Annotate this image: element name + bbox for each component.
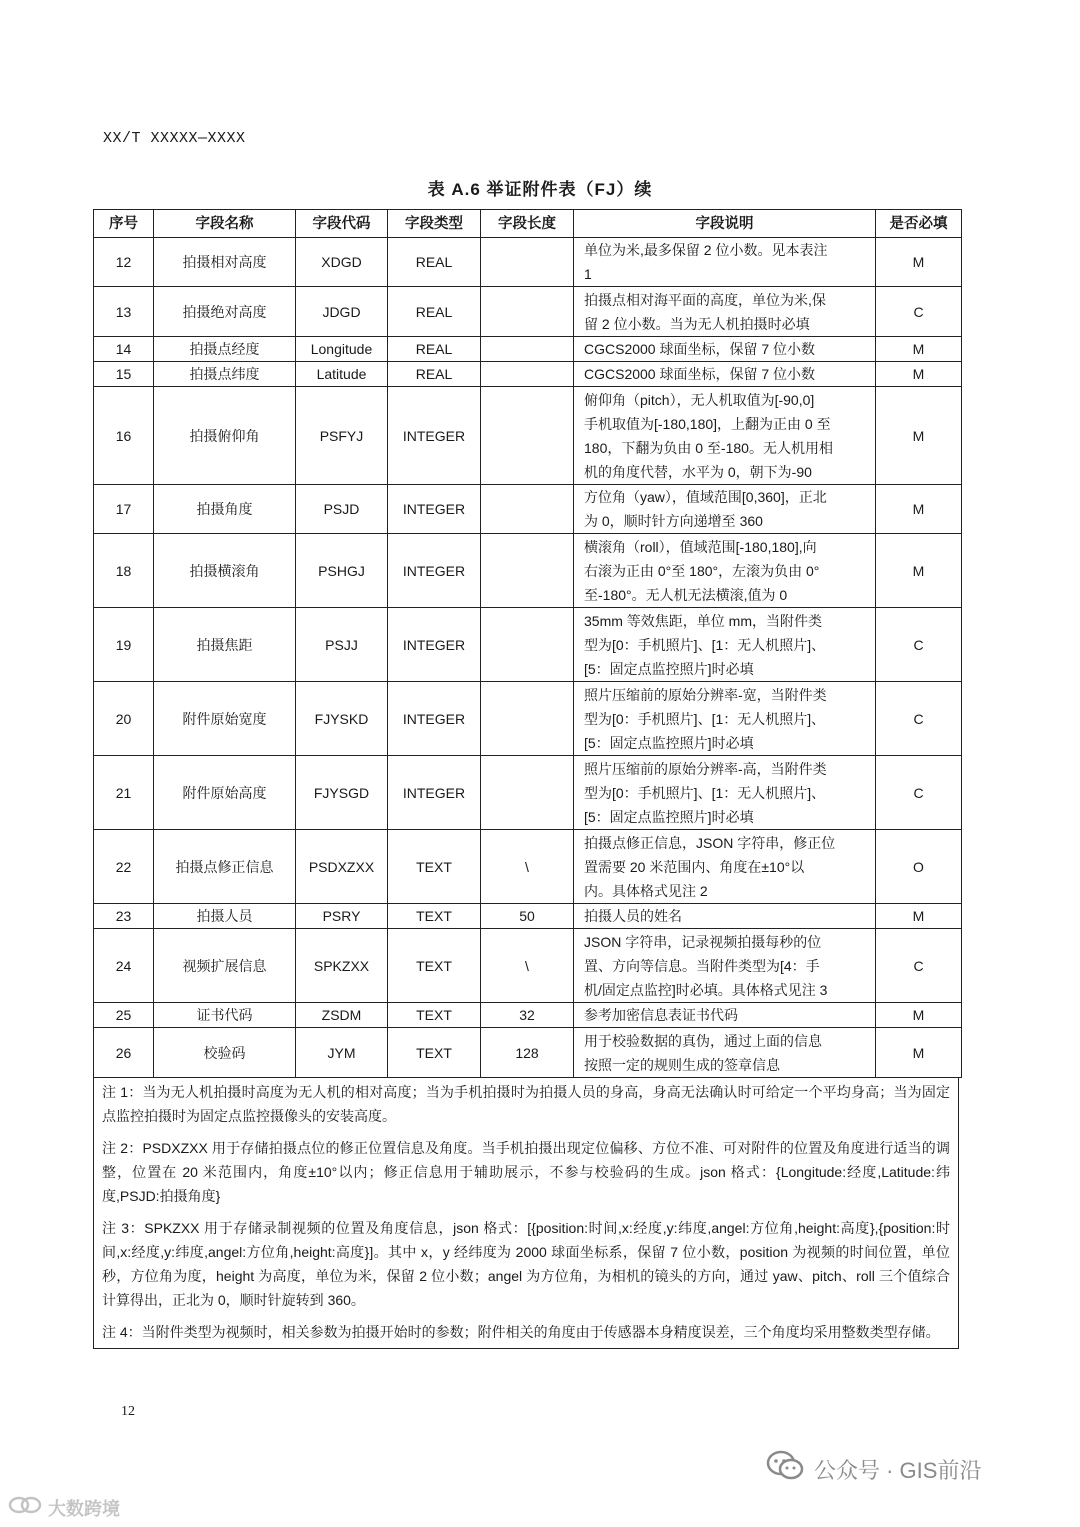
- cell-length: 128: [481, 1028, 574, 1078]
- cell-length: [481, 682, 574, 756]
- cell-type: INTEGER: [388, 387, 481, 485]
- cell-required: C: [876, 929, 962, 1003]
- cell-type: TEXT: [388, 904, 481, 929]
- cell-no: 24: [94, 929, 154, 1003]
- wechat-icon: [766, 1450, 804, 1488]
- header-no: 序号: [94, 210, 154, 238]
- cell-name: 视频扩展信息: [154, 929, 296, 1003]
- cell-desc: CGCS2000 球面坐标，保留 7 位小数: [574, 362, 876, 387]
- cell-type: REAL: [388, 362, 481, 387]
- watermark-text-right: 公众号 · GIS前沿: [814, 1457, 982, 1483]
- cell-no: 18: [94, 534, 154, 608]
- cell-name: 拍摄点经度: [154, 337, 296, 362]
- cell-no: 20: [94, 682, 154, 756]
- table-row: [94, 608, 962, 682]
- table-row: [94, 534, 962, 608]
- cell-name: 拍摄人员: [154, 904, 296, 929]
- table-row: [94, 830, 962, 904]
- cell-desc: 照片压缩前的原始分辨率-高，当附件类 型为[0：手机照片]、[1：无人机照片]、 [5：固定点监控照片]时必填: [574, 756, 876, 830]
- header-required: 是否必填: [876, 210, 962, 238]
- note-1: 注 1：当为无人机拍摄时高度为无人机的相对高度；当为手机拍摄时为拍摄人员的身高，身高无法确认时可给定一个平均身高；当为固定点监控拍摄时为固定点监控摄像头的安装高度。: [102, 1084, 950, 1124]
- field-table: [93, 209, 962, 1078]
- table-notes: [93, 1078, 959, 1349]
- cell-required: M: [876, 534, 962, 608]
- cell-length: [481, 287, 574, 337]
- cell-no: 21: [94, 756, 154, 830]
- cell-required: C: [876, 756, 962, 830]
- cell-length: [481, 485, 574, 534]
- header-desc: 字段说明: [574, 210, 876, 238]
- cell-desc: 拍摄点修正信息，JSON 字符串，修正位 置需要 20 米范围内、角度在±10°以 内。具体格式见注 2: [574, 830, 876, 904]
- cell-name: 拍摄焦距: [154, 608, 296, 682]
- cell-no: 12: [94, 238, 154, 287]
- header-code: 字段代码: [296, 210, 388, 238]
- cell-desc: 35mm 等效焦距，单位 mm，当附件类 型为[0：手机照片]、[1：无人机照片]、 [5：固定点监控照片]时必填: [574, 608, 876, 682]
- cell-name: 拍摄点修正信息: [154, 830, 296, 904]
- cell-required: M: [876, 904, 962, 929]
- cell-code: JYM: [296, 1028, 388, 1078]
- table-row: [94, 287, 962, 337]
- cell-name: 拍摄横滚角: [154, 534, 296, 608]
- cell-type: INTEGER: [388, 756, 481, 830]
- cell-type: TEXT: [388, 830, 481, 904]
- cell-no: 22: [94, 830, 154, 904]
- cell-desc: 方位角（yaw），值域范围[0,360]，正北 为 0，顺时针方向递增至 360: [574, 485, 876, 534]
- cell-code: ZSDM: [296, 1003, 388, 1028]
- table-container: [93, 209, 961, 1349]
- table-row: [94, 362, 962, 387]
- cell-no: 26: [94, 1028, 154, 1078]
- cell-type: INTEGER: [388, 682, 481, 756]
- cell-name: 拍摄点纬度: [154, 362, 296, 387]
- header-name: 字段名称: [154, 210, 296, 238]
- cell-type: TEXT: [388, 1003, 481, 1028]
- watermark-text-left: 大数跨境: [48, 1498, 120, 1519]
- cell-length: [481, 387, 574, 485]
- cell-type: REAL: [388, 337, 481, 362]
- cell-type: REAL: [388, 238, 481, 287]
- table-row: [94, 756, 962, 830]
- table-row: [94, 682, 962, 756]
- cell-code: PSHGJ: [296, 534, 388, 608]
- cell-code: Latitude: [296, 362, 388, 387]
- cell-desc: JSON 字符串，记录视频拍摄每秒的位 置、方向等信息。当附件类型为[4：手 机/固定点监控]时必填。具体格式见注 3: [574, 929, 876, 1003]
- cell-name: 证书代码: [154, 1003, 296, 1028]
- table-row: [94, 238, 962, 287]
- cell-desc: CGCS2000 球面坐标，保留 7 位小数: [574, 337, 876, 362]
- cell-name: 附件原始高度: [154, 756, 296, 830]
- cell-desc: 横滚角（roll），值域范围[-180,180],向 右滚为正由 0°至 180°，左滚为负由 0° 至-180°。无人机无法横滚,值为 0: [574, 534, 876, 608]
- cell-name: 拍摄角度: [154, 485, 296, 534]
- cell-required: C: [876, 608, 962, 682]
- cell-type: INTEGER: [388, 608, 481, 682]
- note-3: 注 3：SPKZXX 用于存储录制视频的位置及角度信息，json 格式：[{position:时间,x:经度,y:纬度,angel:方位角,height:高度},{position:时间,x:经度,y:纬度,angel:方位角,height:高度}]。其中 x，y 经纬度为 2000 球面坐标系，保留 7 位小数，position 为视频的时间位置，单位秒，方位角为度，height 为高度，单位为米，保留 2 位小数；angel 为方位角，为相机的镜头的方向，通过 yaw、pitch、roll 三个值综合计算得出，正北为 0，顺时针旋转到 360。: [102, 1220, 950, 1308]
- cell-code: FJYSKD: [296, 682, 388, 756]
- cell-type: TEXT: [388, 1028, 481, 1078]
- cell-code: JDGD: [296, 287, 388, 337]
- cell-length: [481, 534, 574, 608]
- cell-no: 14: [94, 337, 154, 362]
- cell-required: C: [876, 287, 962, 337]
- cell-desc: 参考加密信息表证书代码: [574, 1003, 876, 1028]
- table-row: [94, 904, 962, 929]
- cell-length: [481, 608, 574, 682]
- cell-length: 50: [481, 904, 574, 929]
- cell-desc: 单位为米,最多保留 2 位小数。见本表注 1: [574, 238, 876, 287]
- cell-type: INTEGER: [388, 534, 481, 608]
- cell-required: C: [876, 682, 962, 756]
- cell-code: PSRY: [296, 904, 388, 929]
- cell-length: [481, 238, 574, 287]
- note-4: 注 4：当附件类型为视频时，相关参数为拍摄开始时的参数；附件相关的角度由于传感器本身精度误差，三个角度均采用整数类型存储。: [102, 1324, 940, 1340]
- note-2: 注 2：PSDXZXX 用于存储拍摄点位的修正位置信息及角度。当手机拍摄出现定位偏移、方位不准、可对附件的位置及角度进行适当的调整，位置在 20 米范围内，角度±10°以内；修正信息用于辅助展示，不参与校验码的生成。json 格式：{Longitude:经度,Latitude:纬度,PSJD:拍摄角度}: [102, 1140, 950, 1204]
- cell-name: 附件原始宽度: [154, 682, 296, 756]
- cell-code: Longitude: [296, 337, 388, 362]
- table-row: [94, 337, 962, 362]
- cell-desc: 俯仰角（pitch），无人机取值为[-90,0] 手机取值为[-180,180]，上翻为正由 0 至 180，下翻为负由 0 至-180。无人机用相 机的角度代替，水平为 0，朝下为-90: [574, 387, 876, 485]
- cell-code: PSDXZXX: [296, 830, 388, 904]
- cell-no: 16: [94, 387, 154, 485]
- cell-required: M: [876, 387, 962, 485]
- cell-no: 19: [94, 608, 154, 682]
- watermark-wechat: [766, 1450, 981, 1488]
- cell-code: FJYSGD: [296, 756, 388, 830]
- cell-code: SPKZXX: [296, 929, 388, 1003]
- cell-desc: 照片压缩前的原始分辨率-宽，当附件类 型为[0：手机照片]、[1：无人机照片]、 [5：固定点监控照片]时必填: [574, 682, 876, 756]
- table-row: [94, 387, 962, 485]
- table-row: [94, 929, 962, 1003]
- cell-required: M: [876, 362, 962, 387]
- cell-required: M: [876, 485, 962, 534]
- table-row: [94, 485, 962, 534]
- cell-required: O: [876, 830, 962, 904]
- table-row: [94, 1028, 962, 1078]
- cell-length: 32: [481, 1003, 574, 1028]
- link-icon: [8, 1493, 42, 1522]
- cell-required: M: [876, 238, 962, 287]
- cell-no: 23: [94, 904, 154, 929]
- cell-desc: 拍摄人员的姓名: [574, 904, 876, 929]
- cell-desc: 用于校验数据的真伪，通过上面的信息 按照一定的规则生成的签章信息: [574, 1028, 876, 1078]
- cell-desc: 拍摄点相对海平面的高度，单位为米,保 留 2 位小数。当为无人机拍摄时必填: [574, 287, 876, 337]
- table-row: [94, 1003, 962, 1028]
- cell-code: PSFYJ: [296, 387, 388, 485]
- cell-required: M: [876, 337, 962, 362]
- cell-no: 15: [94, 362, 154, 387]
- cell-name: 拍摄相对高度: [154, 238, 296, 287]
- header-type: 字段类型: [388, 210, 481, 238]
- table-title: 表 A.6 举证附件表（FJ）续: [427, 180, 653, 199]
- cell-type: TEXT: [388, 929, 481, 1003]
- cell-length: [481, 362, 574, 387]
- cell-required: M: [876, 1003, 962, 1028]
- watermark-bottom-left: [8, 1493, 120, 1522]
- cell-no: 13: [94, 287, 154, 337]
- cell-length: [481, 337, 574, 362]
- header-length: 字段长度: [481, 210, 574, 238]
- cell-name: 拍摄俯仰角: [154, 387, 296, 485]
- cell-no: 25: [94, 1003, 154, 1028]
- cell-no: 17: [94, 485, 154, 534]
- cell-name: 拍摄绝对高度: [154, 287, 296, 337]
- cell-length: [481, 756, 574, 830]
- cell-required: M: [876, 1028, 962, 1078]
- cell-code: XDGD: [296, 238, 388, 287]
- cell-type: REAL: [388, 287, 481, 337]
- page-number: 12: [121, 1404, 135, 1419]
- table-header-row: [94, 210, 962, 238]
- cell-code: PSJD: [296, 485, 388, 534]
- cell-type: INTEGER: [388, 485, 481, 534]
- cell-code: PSJJ: [296, 608, 388, 682]
- cell-name: 校验码: [154, 1028, 296, 1078]
- cell-length: \: [481, 830, 574, 904]
- cell-length: \: [481, 929, 574, 1003]
- document-code: XX/T XXXXX—XXXX: [103, 130, 246, 147]
